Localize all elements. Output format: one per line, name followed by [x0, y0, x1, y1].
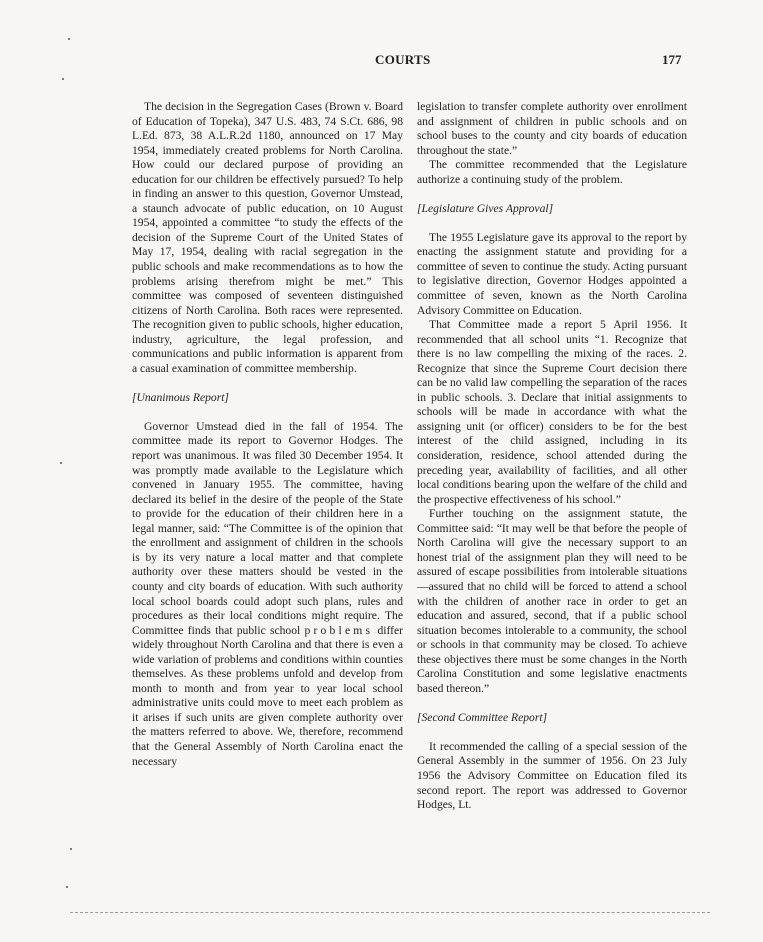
left-column [132, 100, 403, 769]
scan-speck [68, 38, 70, 40]
paragraph-continuing-study: The committee recommended that the Legislature authorize a continuing study of the problem. [417, 158, 687, 186]
paragraph-april-report: That Committee made a report 5 April 1956. It recommended that all school units “1. Recognize that there is no law compelling the mixing of the races. 2. Recognize that since the Supreme Court decision there can be no valid law compelling the separation of the races in public schools. 3. Declare that initial assignments to schools will be made in accordance with what the assigning unit (or officer) considers to be for the best interest of the child assigned, including in its consideration, residence, school attended during the preceding year, availability of facilities, and all other local conditions bearing upon the welfare of the child and the prospective effectiveness of his school.” [417, 318, 687, 506]
spaced-word: problems [304, 623, 374, 637]
scan-speck [60, 462, 62, 464]
right-column [417, 100, 687, 813]
footer-rule [70, 912, 710, 913]
running-head: COURTS [375, 52, 431, 67]
scan-speck [62, 78, 64, 80]
paragraph-umstead-report-part1: Governor Umstead died in the fall of 1954. The committee made its report to Governor Hodges. The report was unanimous. It was filed 30 December 1954. It was promptly made available to the Legislature which convened in January 1955. The committee, having declared its belief in the desire of the people of the State to provide for the education of their children here in a legal manner, said: “The Committee is of the opinion that the enrollment and assignment of children in the schools is by its very nature a local matter and that complete authority over these matters should be vested in the county and city boards of education. With such authority local school boards could adopt such plans, rules and procedures as their local conditions might require. The Committee finds that public school [132, 419, 403, 637]
paragraph-umstead-report [132, 420, 403, 769]
paragraph-special-session: It recommended the calling of a special session of the General Assembly in the summer of 1956. On 23 July 1956 the Advisory Committee on Education filed its second report. The report was addressed to Governor Hodges, Lt. [417, 739, 687, 812]
scan-speck [70, 848, 72, 850]
section-heading-unanimous-report: [Unanimous Report] [132, 391, 229, 405]
paragraph-assignment-statute: Further touching on the assignment statute, the Committee said: “It may well be that before the people of North Carolina will give the necessary support to an honest trial of the assignment plan they will need to be assured of escape possibilities from intolerable situations—assured that no child will be forced to attend a school with the children of another race in order to get an education and assured, second, that if a public school situation becomes intolerable to a community, the school or schools in that community may be closed. To achieve these objectives there must be some changes in the North Carolina Constitution and some legislative enactments based thereon.” [417, 507, 687, 695]
page-number: 177 [662, 52, 682, 67]
scan-speck [66, 886, 68, 888]
paragraph-legislation-continued: legislation to transfer complete authority over enrollment and assignment of children in public schools and on school buses to the county and city boards of education throughout the state.” [417, 100, 687, 157]
section-heading-second-report: [Second Committee Report] [417, 711, 548, 725]
paragraph-1955-legislature: The 1955 Legislature gave its approval to the report by enacting the assignment statute and providing for a committee of seven to continue the study. Acting pursuant to legislative direction, Governor Hodges appointed a committee of seven, known as the North Carolina Advisory Committee on Education. [417, 230, 687, 317]
paragraph-segregation-cases: The decision in the Segregation Cases (Brown v. Board of Education of Topeka), 347 U.S. 483, 74 S.Ct. 686, 98 L.Ed. 873, 38 A.L.R.2d 1180, announced on 17 May 1954, immediately created problems for North Carolina. How could our declared purpose of providing an education for our children be effectively pursued? To help in finding an answer to this question, Governor Umstead, a staunch advocate of public education, on 10 August 1954, appointed a committee “to study the effects of the decision of the Supreme Court of the United States of May 17, 1954, dealing with racial segregation in the public schools and make recommendations as to how the problems arising therefrom might be met.” This committee was composed of seventeen distinguished citizens of North Carolina. Both races were represented. The recognition given to public schools, higher education, industry, agriculture, the legal profession, and communications and public information is apparent from a casual examination of committee membership. [132, 100, 403, 375]
paragraph-umstead-report-part2: differ widely throughout North Carolina and that there is even a wide variation of problems and conditions within counties themselves. As these problems unfold and develop from month to month and from year to year local school administrative units could move to meet each problem as it arises if such units are given complete authority over the matters referred to above. We, therefore, recommend that the General Assembly of North Carolina enact the necessary [132, 623, 404, 768]
section-heading-legislature-approval: [Legislature Gives Approval] [417, 202, 554, 216]
page-header [0, 52, 763, 72]
